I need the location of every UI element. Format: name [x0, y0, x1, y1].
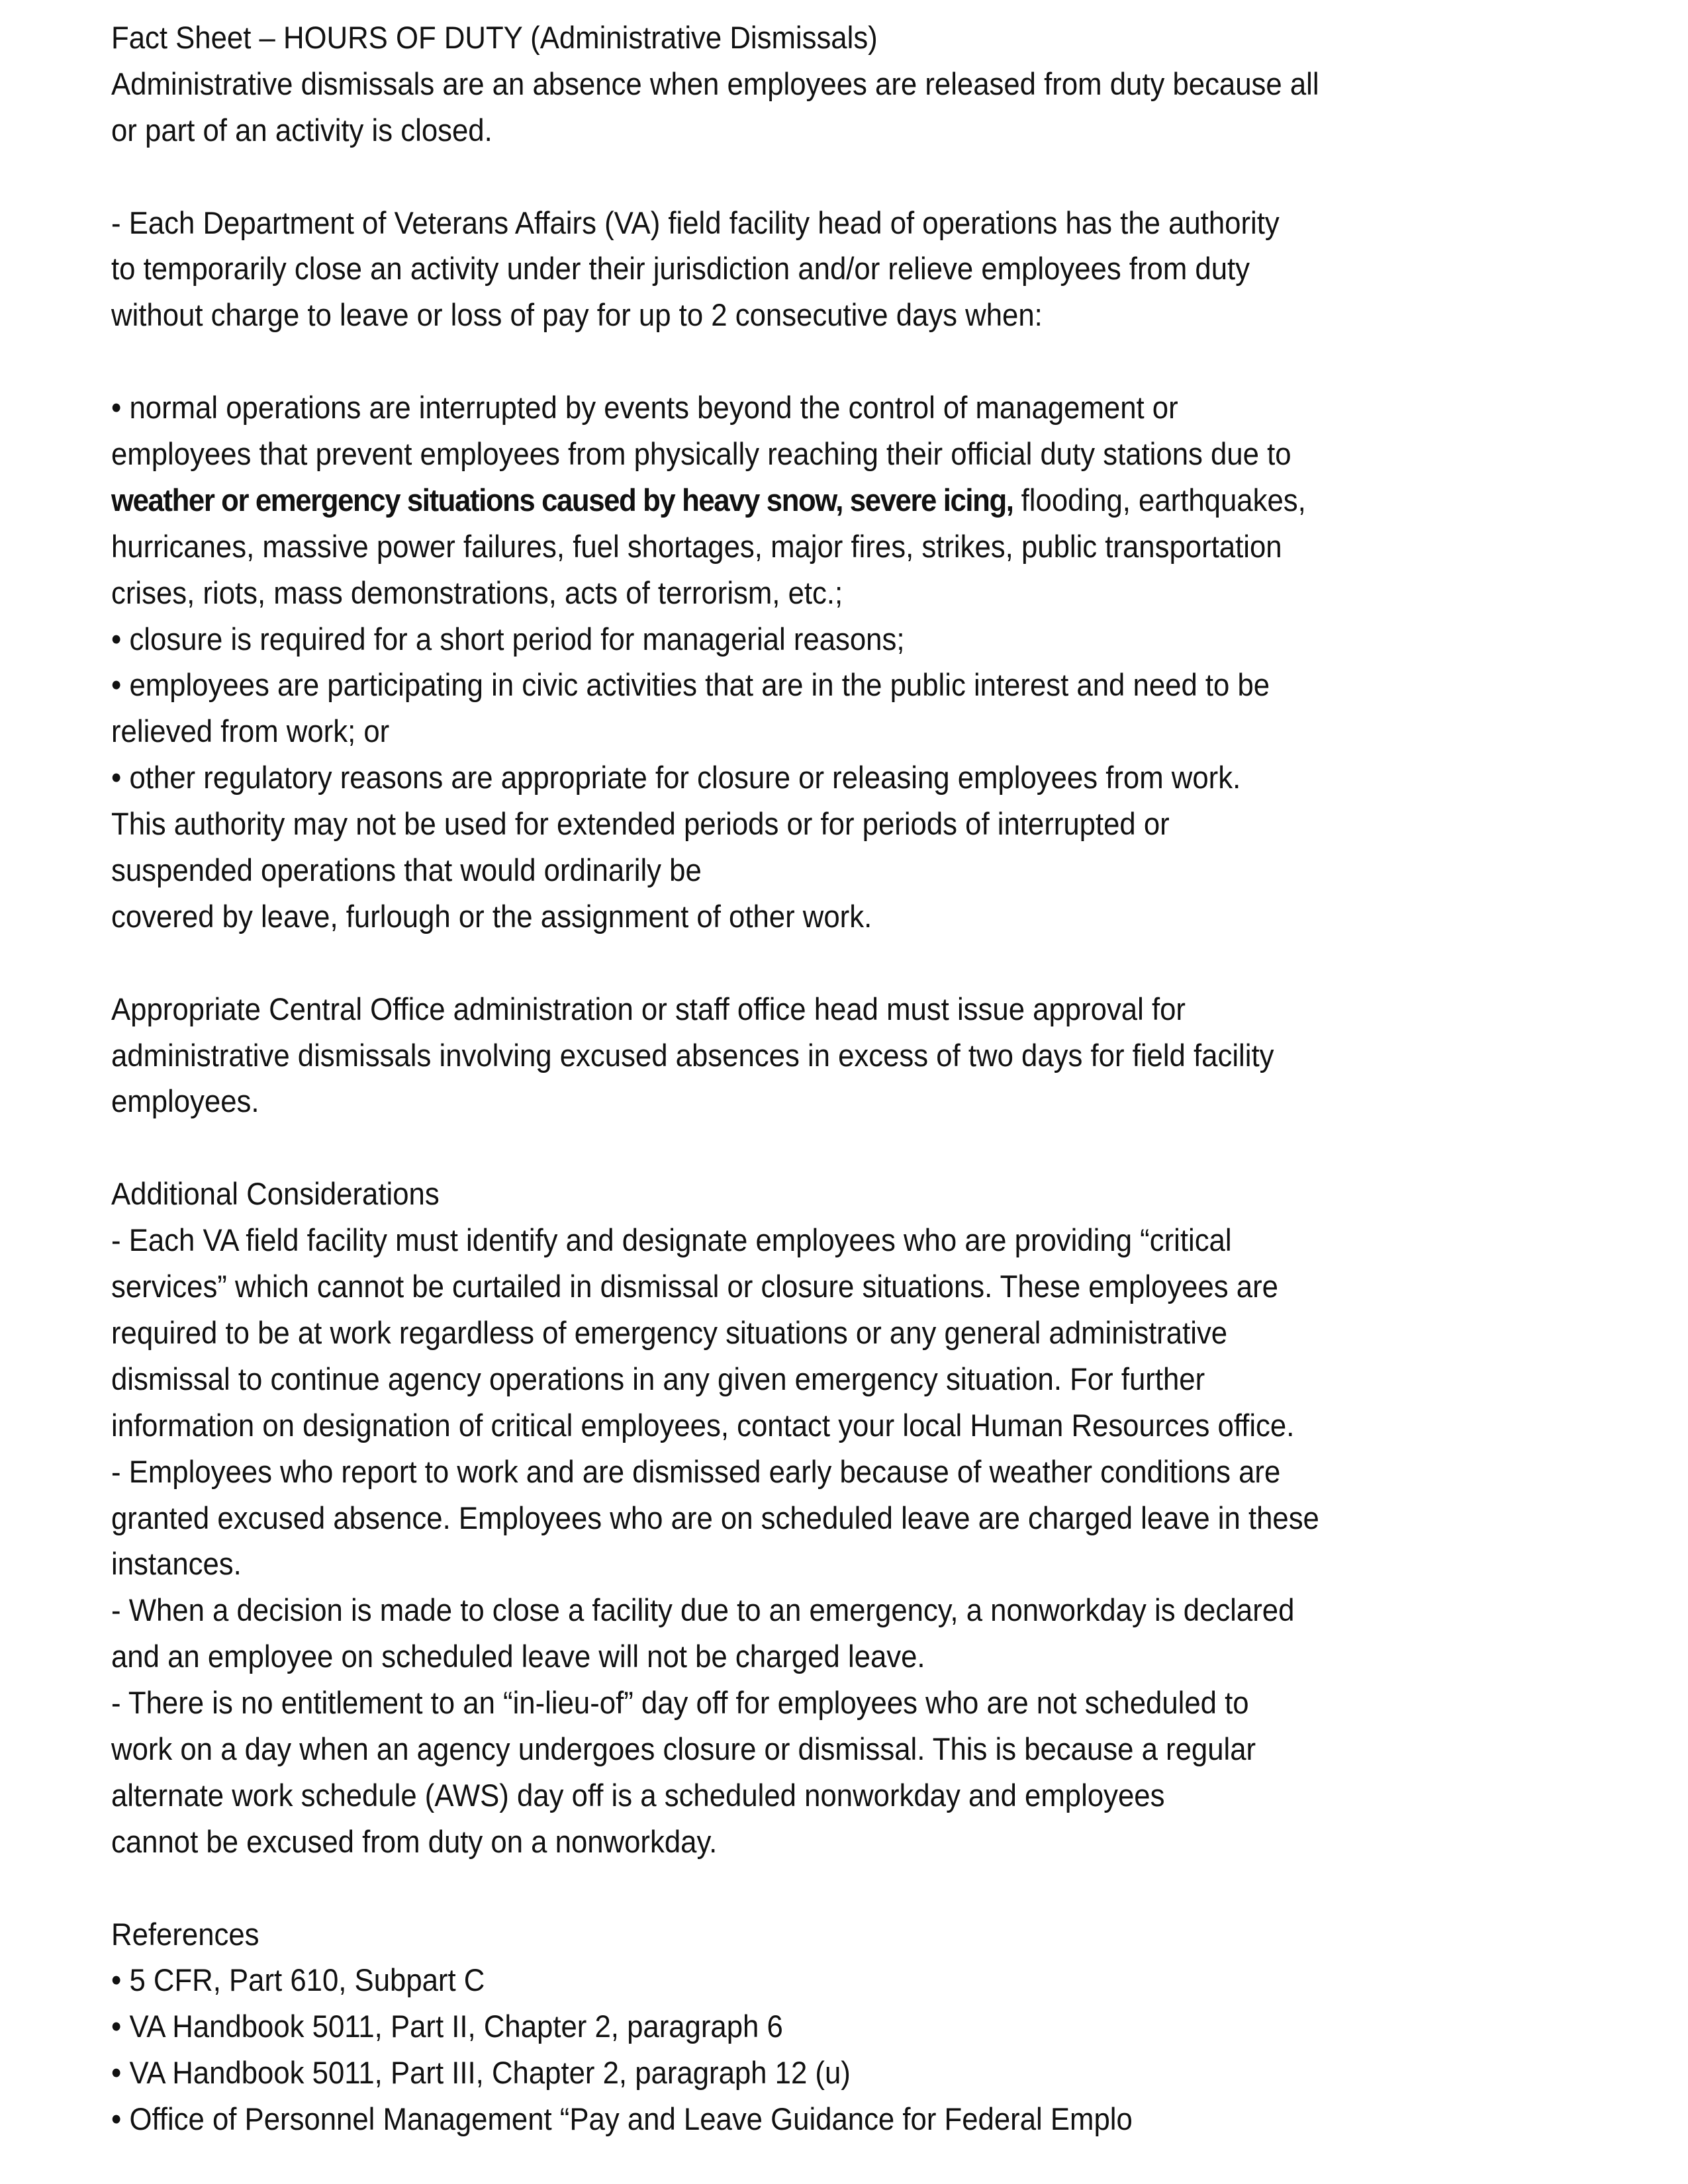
- condition-line-emphasis: [111, 477, 1497, 523]
- spacer: [111, 1124, 1601, 1171]
- fact-sheet-page: [111, 15, 1601, 2142]
- condition-line: hurricanes, massive power failures, fuel shortages, major fires, strikes, public transportation: [111, 528, 1282, 564]
- condition-line: covered by leave, furlough or the assignment of other work.: [111, 898, 872, 934]
- condition-line: relieved from work; or: [111, 713, 390, 749]
- condition-line: employees that prevent employees from physically reaching their official duty stations due to: [111, 436, 1291, 472]
- condition-line: crises, riots, mass demonstrations, acts of terrorism, etc.;: [111, 574, 843, 610]
- approval-line: Appropriate Central Office administration or staff office head must issue approval for: [111, 991, 1186, 1026]
- approval-line: administrative dismissals involving excused absences in excess of two days for field facility: [111, 1037, 1274, 1073]
- additional-line: - Employees who report to work and are dismissed early because of weather conditions are: [111, 1453, 1281, 1489]
- intro-line: Administrative dismissals are an absence when employees are released from duty because all: [111, 66, 1319, 101]
- condition-line: • employees are participating in civic activities that are in the public interest and need to be: [111, 667, 1270, 703]
- approval-line: employees.: [111, 1083, 259, 1119]
- additional-line: cannot be excused from duty on a nonworkday.: [111, 1823, 718, 1859]
- spacer: [111, 338, 1601, 385]
- reference-item: • Office of Personnel Management “Pay and Leave Guidance for Federal Emplo: [111, 2101, 1133, 2137]
- additional-line: granted excused absence. Employees who are on scheduled leave are charged leave in these: [111, 1500, 1319, 1535]
- authority-line: to temporarily close an activity under their jurisdiction and/or relieve employees from duty: [111, 251, 1250, 287]
- additional-line: information on designation of critical employees, contact your local Human Resources office.: [111, 1407, 1295, 1443]
- additional-line: dismissal to continue agency operations in any given emergency situation. For further: [111, 1361, 1205, 1396]
- additional-line: and an employee on scheduled leave will not be charged leave.: [111, 1639, 925, 1674]
- reference-item: • VA Handbook 5011, Part III, Chapter 2, paragraph 12 (u): [111, 2055, 851, 2091]
- authority-line: without charge to leave or loss of pay for up to 2 consecutive days when:: [111, 297, 1043, 333]
- additional-line: - Each VA field facility must identify and designate employees who are providing “critical: [111, 1222, 1232, 1258]
- reference-item: • VA Handbook 5011, Part II, Chapter 2, paragraph 6: [111, 2009, 783, 2044]
- condition-line: This authority may not be used for extended periods or for periods of interrupted or: [111, 806, 1170, 842]
- additional-line: required to be at work regardless of emergency situations or any general administrative: [111, 1314, 1228, 1350]
- additional-line: work on a day when an agency undergoes closure or dismissal. This is because a regular: [111, 1731, 1256, 1766]
- reference-item: • 5 CFR, Part 610, Subpart C: [111, 1962, 485, 1998]
- condition-line: suspended operations that would ordinarily be: [111, 852, 702, 888]
- intro-line: or part of an activity is closed.: [111, 112, 492, 148]
- additional-line: - When a decision is made to close a facility due to an emergency, a nonworkday is declared: [111, 1592, 1295, 1628]
- condition-line: • normal operations are interrupted by events beyond the control of management or: [111, 390, 1178, 426]
- spacer: [111, 940, 1601, 986]
- condition-line: • closure is required for a short period for managerial reasons;: [111, 621, 905, 657]
- additional-line: alternate work schedule (AWS) day off is a scheduled nonworkday and employees: [111, 1777, 1165, 1813]
- condition-text: flooding, earthquakes,: [1013, 482, 1306, 518]
- authority-line: - Each Department of Veterans Affairs (VA) field facility head of operations has the authority: [111, 205, 1280, 240]
- additional-line: instances.: [111, 1546, 242, 1582]
- additional-line: services” which cannot be curtailed in dismissal or closure situations. These employees are: [111, 1269, 1278, 1304]
- document-title: Fact Sheet – HOURS OF DUTY (Administrative Dismissals): [111, 20, 878, 55]
- additional-line: - There is no entitlement to an “in-lieu-of” day off for employees who are not scheduled to: [111, 1685, 1249, 1721]
- bold-weather-text: weather or emergency situations caused by heavy snow, severe icing,: [111, 482, 1013, 518]
- references-heading: References: [111, 1916, 259, 1952]
- spacer: [111, 154, 1601, 200]
- spacer: [111, 1865, 1601, 1911]
- additional-considerations-heading: Additional Considerations: [111, 1176, 440, 1212]
- condition-line: • other regulatory reasons are appropriate for closure or releasing employees from work.: [111, 760, 1241, 796]
